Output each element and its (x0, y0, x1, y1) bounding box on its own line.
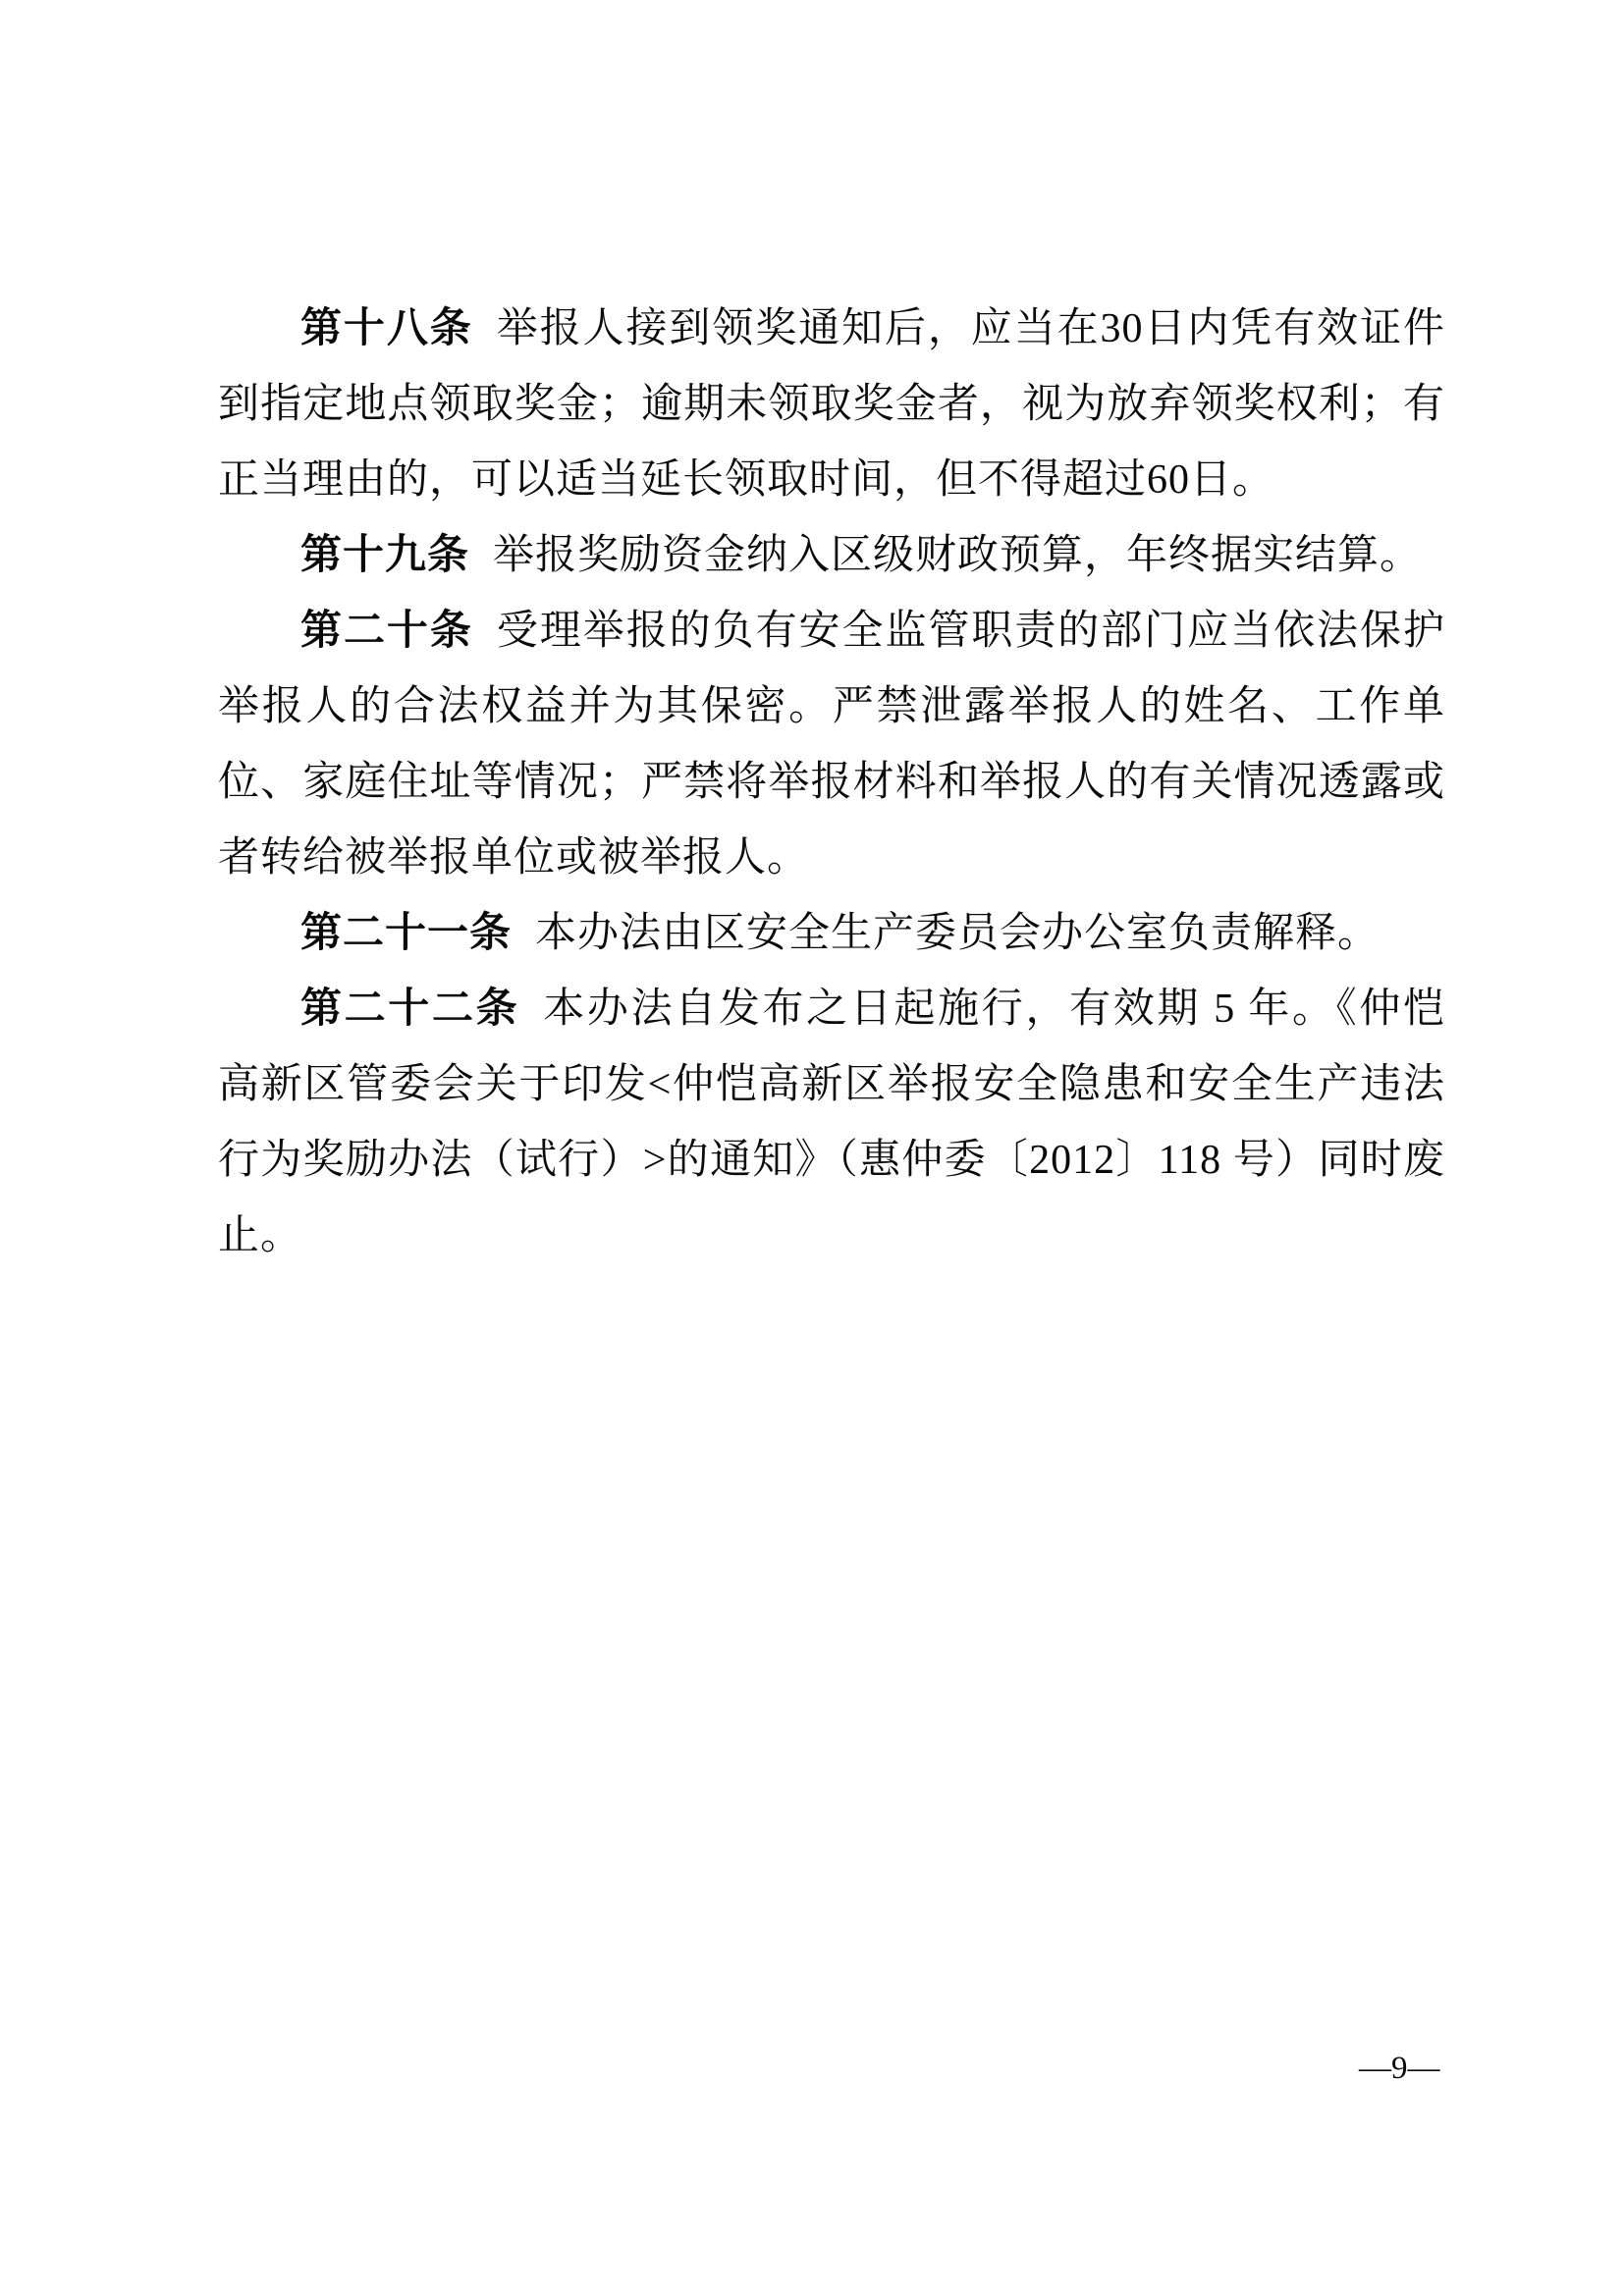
article-19-number: 第十九条 (300, 533, 470, 578)
article-22-number: 第二十二条 (300, 987, 520, 1032)
page-number: —9— (1359, 2051, 1440, 2086)
article-20-text: 受理举报的负有安全监管职责的部门应当依法保护举报人的合法权益并为其保密。严禁泄露举报人的姓名、工作单位、家庭住址等情况；严禁将举报材料和举报人的有关情况透露或者转给被举报单位或被举报人。 (218, 609, 1445, 881)
article-18-text: 举报人接到领奖通知后，应当在30日内凭有效证件到指定地点领取奖金；逾期未领取奖金者，视为放弃领奖权利；有正当理由的，可以适当延长领取时间，但不得超过60日。 (218, 306, 1445, 503)
article-20-number: 第二十条 (300, 609, 473, 654)
article-21-text: 本办法由区安全生产委员会办公室负责解释。 (535, 911, 1380, 956)
article-21-number: 第二十一条 (300, 911, 513, 956)
article-22-text: 本办法自发布之日起施行，有效期 5 年。《仲恺高新区管委会关于印发<仲恺高新区举报安全隐患和安全生产违法行为奖励办法（试行）>的通知》（惠仲委〔2012〕118 号）同时废止。 (218, 987, 1445, 1258)
article-19-text: 举报奖励资金纳入区级财政预算，年终据实结算。 (493, 533, 1423, 578)
paragraph-article-20 (218, 594, 1445, 896)
paragraph-article-21 (218, 896, 1445, 972)
article-18-number: 第十八条 (300, 306, 473, 351)
paragraph-article-19 (218, 518, 1445, 594)
paragraph-article-22 (218, 972, 1445, 1274)
paragraph-article-18 (218, 292, 1445, 518)
document-body (218, 292, 1445, 1274)
